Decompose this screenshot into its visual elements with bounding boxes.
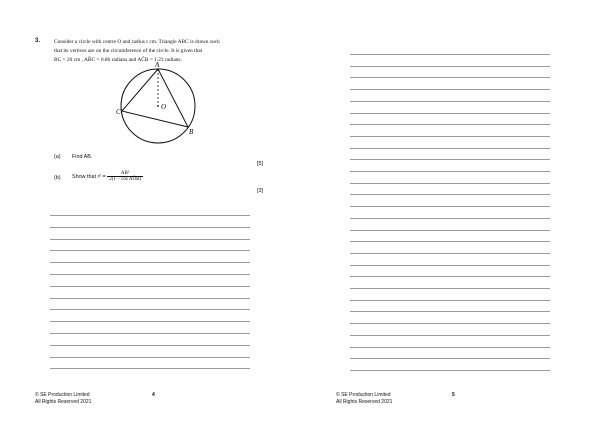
- page-number-right: 5: [452, 392, 455, 398]
- copyright-line: © SE Production Limited: [35, 392, 90, 398]
- answer-line: [350, 194, 550, 195]
- answer-line: [350, 230, 550, 231]
- part-b-marks: [3]: [257, 188, 263, 194]
- answer-line: [350, 265, 550, 266]
- answer-line: [350, 218, 550, 219]
- answer-line: [350, 241, 550, 242]
- answer-line: [50, 262, 250, 263]
- footer-left: [35, 392, 91, 405]
- part-a-text: Find AB.: [72, 154, 93, 160]
- triangle-abc: [122, 69, 188, 127]
- answer-line: [50, 250, 250, 251]
- answer-line: [50, 239, 250, 240]
- answer-line: [50, 357, 250, 358]
- answer-line: [350, 253, 550, 254]
- answer-line: [350, 300, 550, 301]
- footer-right: [336, 392, 392, 405]
- part-b-prompt: Show that r² =: [72, 173, 106, 180]
- stem-line-1: Consider a circle with centre O and radius r cm. Triangle ABC is drawn such: [54, 39, 220, 45]
- answer-line: [350, 89, 550, 90]
- fraction-denominator: 2(1 − cos AÔB): [109, 177, 142, 182]
- answer-line: [350, 311, 550, 312]
- answer-line: [350, 54, 550, 55]
- answer-line: [50, 298, 250, 299]
- answer-line: [350, 276, 550, 277]
- stem-line-2: that its vertices are on the circumference of the circle. It is given that: [54, 48, 203, 54]
- part-b-text: [72, 171, 143, 182]
- part-b-fraction: [107, 171, 143, 182]
- answer-line: [350, 171, 550, 172]
- answer-line: [350, 77, 550, 78]
- label-c: C: [116, 108, 121, 116]
- answer-line: [50, 215, 250, 216]
- answer-line: [350, 323, 550, 324]
- answer-line: [350, 113, 550, 114]
- answer-line: [50, 345, 250, 346]
- question-number: 3.: [35, 38, 41, 44]
- answer-line: [50, 321, 250, 322]
- answer-line: [50, 227, 250, 228]
- circle-triangle-diagram: [110, 60, 210, 145]
- label-a: A: [155, 61, 160, 69]
- answer-line: [50, 286, 250, 287]
- answer-line: [350, 159, 550, 160]
- centre-point: [157, 105, 159, 107]
- answer-line: [50, 333, 250, 334]
- answer-line: [350, 347, 550, 348]
- label-o: O: [161, 103, 167, 111]
- answer-line: [350, 288, 550, 289]
- part-a-marks: [5]: [257, 161, 263, 167]
- answer-line: [50, 309, 250, 310]
- label-b: B: [189, 128, 194, 136]
- rights-line: All Rights Reserved 2021: [35, 398, 92, 405]
- answer-line: [350, 206, 550, 207]
- page-number-left: 4: [152, 392, 155, 398]
- fraction-numerator: AB²: [107, 171, 143, 177]
- right-page: [300, 0, 600, 424]
- stem-line-3: BC = 20 cm , AB̂C = 0.86 radians and AĈB = 1.23 radians.: [54, 57, 182, 63]
- answer-line: [350, 335, 550, 336]
- rights-line: All Rights Reserved 2021: [336, 398, 393, 405]
- part-b-label: (b): [54, 175, 61, 181]
- answer-line: [350, 124, 550, 125]
- answer-line: [350, 358, 550, 359]
- answer-line: [350, 66, 550, 67]
- answer-line: [350, 183, 550, 184]
- answer-line: [50, 368, 250, 369]
- answer-line: [350, 136, 550, 137]
- answer-line: [350, 370, 550, 371]
- answer-line: [350, 148, 550, 149]
- answer-line: [350, 101, 550, 102]
- answer-line: [50, 274, 250, 275]
- part-a-label: (a): [54, 154, 61, 160]
- copyright-line: © SE Production Limited: [336, 392, 391, 398]
